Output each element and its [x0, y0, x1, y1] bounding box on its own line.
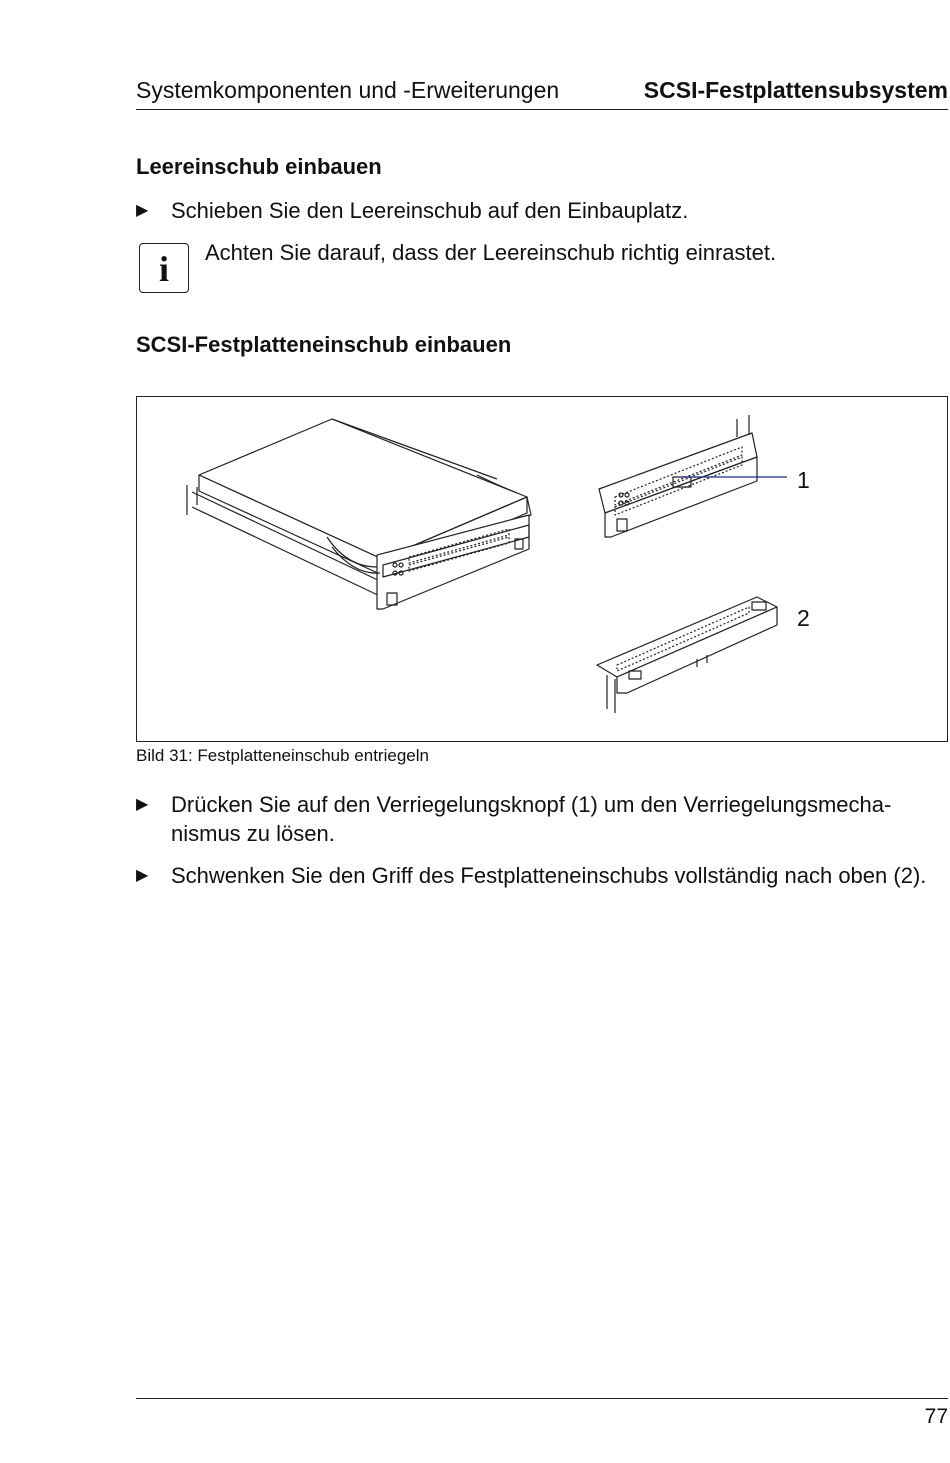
info-note: Achten Sie darauf, dass der Leereinschub richtig einrastet. — [205, 240, 777, 265]
footer-divider — [136, 1398, 948, 1399]
page-number: 77 — [924, 1405, 948, 1428]
section-title-leereinschub: Leereinschub einbauen — [136, 154, 382, 179]
running-header-chapter: Systemkomponenten und -Erweiterungen — [136, 77, 560, 103]
play-triangle-icon: ▶ — [136, 202, 149, 219]
figure-caption: Bild 31: Festplatteneinschub entriegeln — [136, 746, 429, 765]
step-text: Drücken Sie auf den Verriegelungsknopf (1) um den Verriegelungsmecha-nismus zu lösen. — [171, 792, 892, 846]
drive-carrier-illustration — [137, 397, 949, 743]
carrier-handle-open-drawing — [597, 597, 777, 713]
bullet-item — [136, 196, 936, 225]
callout-label-1: 1 — [797, 467, 810, 493]
play-triangle-icon: ▶ — [136, 867, 149, 884]
bullet-text: Schieben Sie den Leereinschub auf den Einbauplatz. — [171, 198, 689, 223]
figure-drive-carrier — [136, 396, 948, 742]
drive-carrier-drawing — [187, 419, 531, 609]
carrier-front-latch-drawing — [599, 415, 787, 537]
callout-label-2: 2 — [797, 605, 810, 631]
step-text: Schwenken Sie den Griff des Festplatteneinschubs vollständig nach oben (2). — [171, 863, 927, 888]
header-divider — [136, 109, 948, 110]
step-item — [136, 861, 936, 890]
step-item — [136, 790, 936, 848]
running-header-section: SCSI-Festplattensubsystem — [643, 77, 948, 103]
section-title-scsi-einschub: SCSI-Festplatteneinschub einbauen — [136, 332, 512, 357]
info-icon: i — [139, 243, 189, 293]
play-triangle-icon: ▶ — [136, 796, 149, 813]
